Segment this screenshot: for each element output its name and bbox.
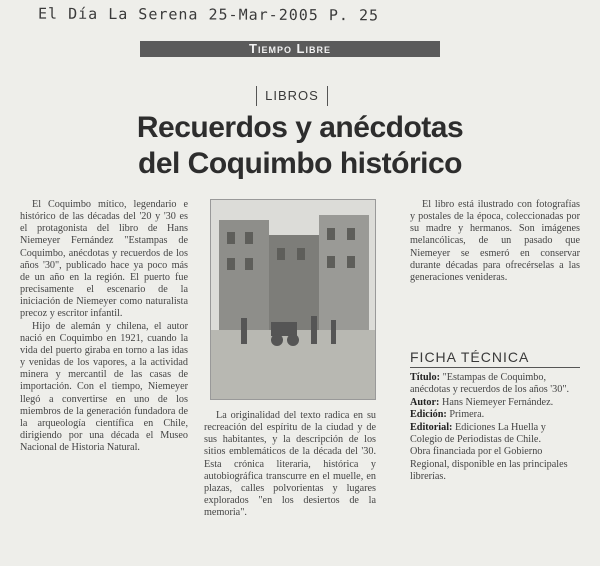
photo-building-left [219, 220, 269, 330]
column1-paragraph-1: El Coquimbo mítico, legendario e histórico de las décadas del '20 y '30 es el protagonista del libro de Hans Niemeyer Fernández "Estampas de Coquimbo, anécdotas y recuerdos de los años '30", publicado hace ya poco más de un año en la región. El puerto fue precisamente el escenario de la iniciación de Niemeyer como naturalista precoz y escritor infantil. [20, 199, 188, 320]
category-tag: LIBROS [256, 86, 328, 106]
column1-paragraph-2: Hijo de alemán y chilena, el autor nació en Coquimbo en 1921, cuando la vida del puerto giraba en torno a las idas y venidas de los vapores, a la actividad minera y mercantil de las casas de importación. Con el tiempo, Niemeyer llegó a convertirse en uno de los miembros de la generación fundadora de la arqueología científica en Chile, dirigiendo por una década el Museo Nacional de Historia Natural. [20, 320, 188, 454]
factsheet-publisher-label: Editorial: [410, 421, 453, 433]
factsheet-edition-label: Edición: [410, 409, 447, 421]
section-banner: Tiempo Libre [140, 41, 440, 57]
factsheet-note: Obra financiada por el Gobierno Regional, disponible en las principales librerías. [410, 446, 568, 483]
headline-line-1: Recuerdos y anécdotas [136, 111, 464, 144]
factsheet-author-value: Hans Niemeyer Fernández. [441, 396, 554, 408]
historic-street-photo-icon [210, 199, 376, 400]
factsheet-author-label: Autor: [410, 396, 440, 408]
handwritten-clipping-note: El Día La Serena 25-Mar-2005 P. 25 [37, 4, 380, 25]
article-column-3 [410, 199, 580, 284]
factsheet-title-value: "Estampas de Coquimbo, anécdotas y recuerdos de los años '30". [410, 372, 570, 396]
factsheet-title-row [410, 372, 580, 397]
headline [100, 110, 500, 182]
factsheet-publisher-row [410, 422, 580, 447]
factsheet-heading: FICHA TÉCNICA [410, 349, 580, 368]
headline-line-2: del Coquimbo histórico [138, 147, 462, 180]
factsheet-title-label: Título: [410, 372, 441, 383]
factsheet-edition-value: Primera. [449, 409, 485, 421]
factsheet-publisher-value: Ediciones La Huella y Colegio de Periodistas de Chile. [410, 421, 546, 446]
column2-paragraph-1: La originalidad del texto radica en su recreación del espíritu de la ciudad y de sus habitantes, y la descripción de los sitios emblemáticos de la década del '30. Esta crónica literaria, histórica y autobiográfica transcurre en el muelle, en plazas, calles polvorientas y lugares explorados "en los desiertos de la memoria". [204, 410, 376, 519]
article-column-2 [204, 410, 376, 519]
article-column-1 [20, 199, 188, 454]
photo-illustration [211, 200, 375, 399]
factsheet-author-row [410, 397, 580, 409]
photo-building-right [319, 215, 369, 330]
photo-building-center [269, 235, 319, 330]
factsheet-edition-row [410, 409, 580, 421]
column3-paragraph-1: El libro está ilustrado con fotografías y postales de la época, coleccionadas por su madre y hermanos. Son imágenes melancólicas, de un pasado que Niemeyer se esmeró en conservar durante décadas para ofrecérselas a las generaciones venideras. [410, 199, 580, 283]
factsheet [410, 372, 580, 484]
